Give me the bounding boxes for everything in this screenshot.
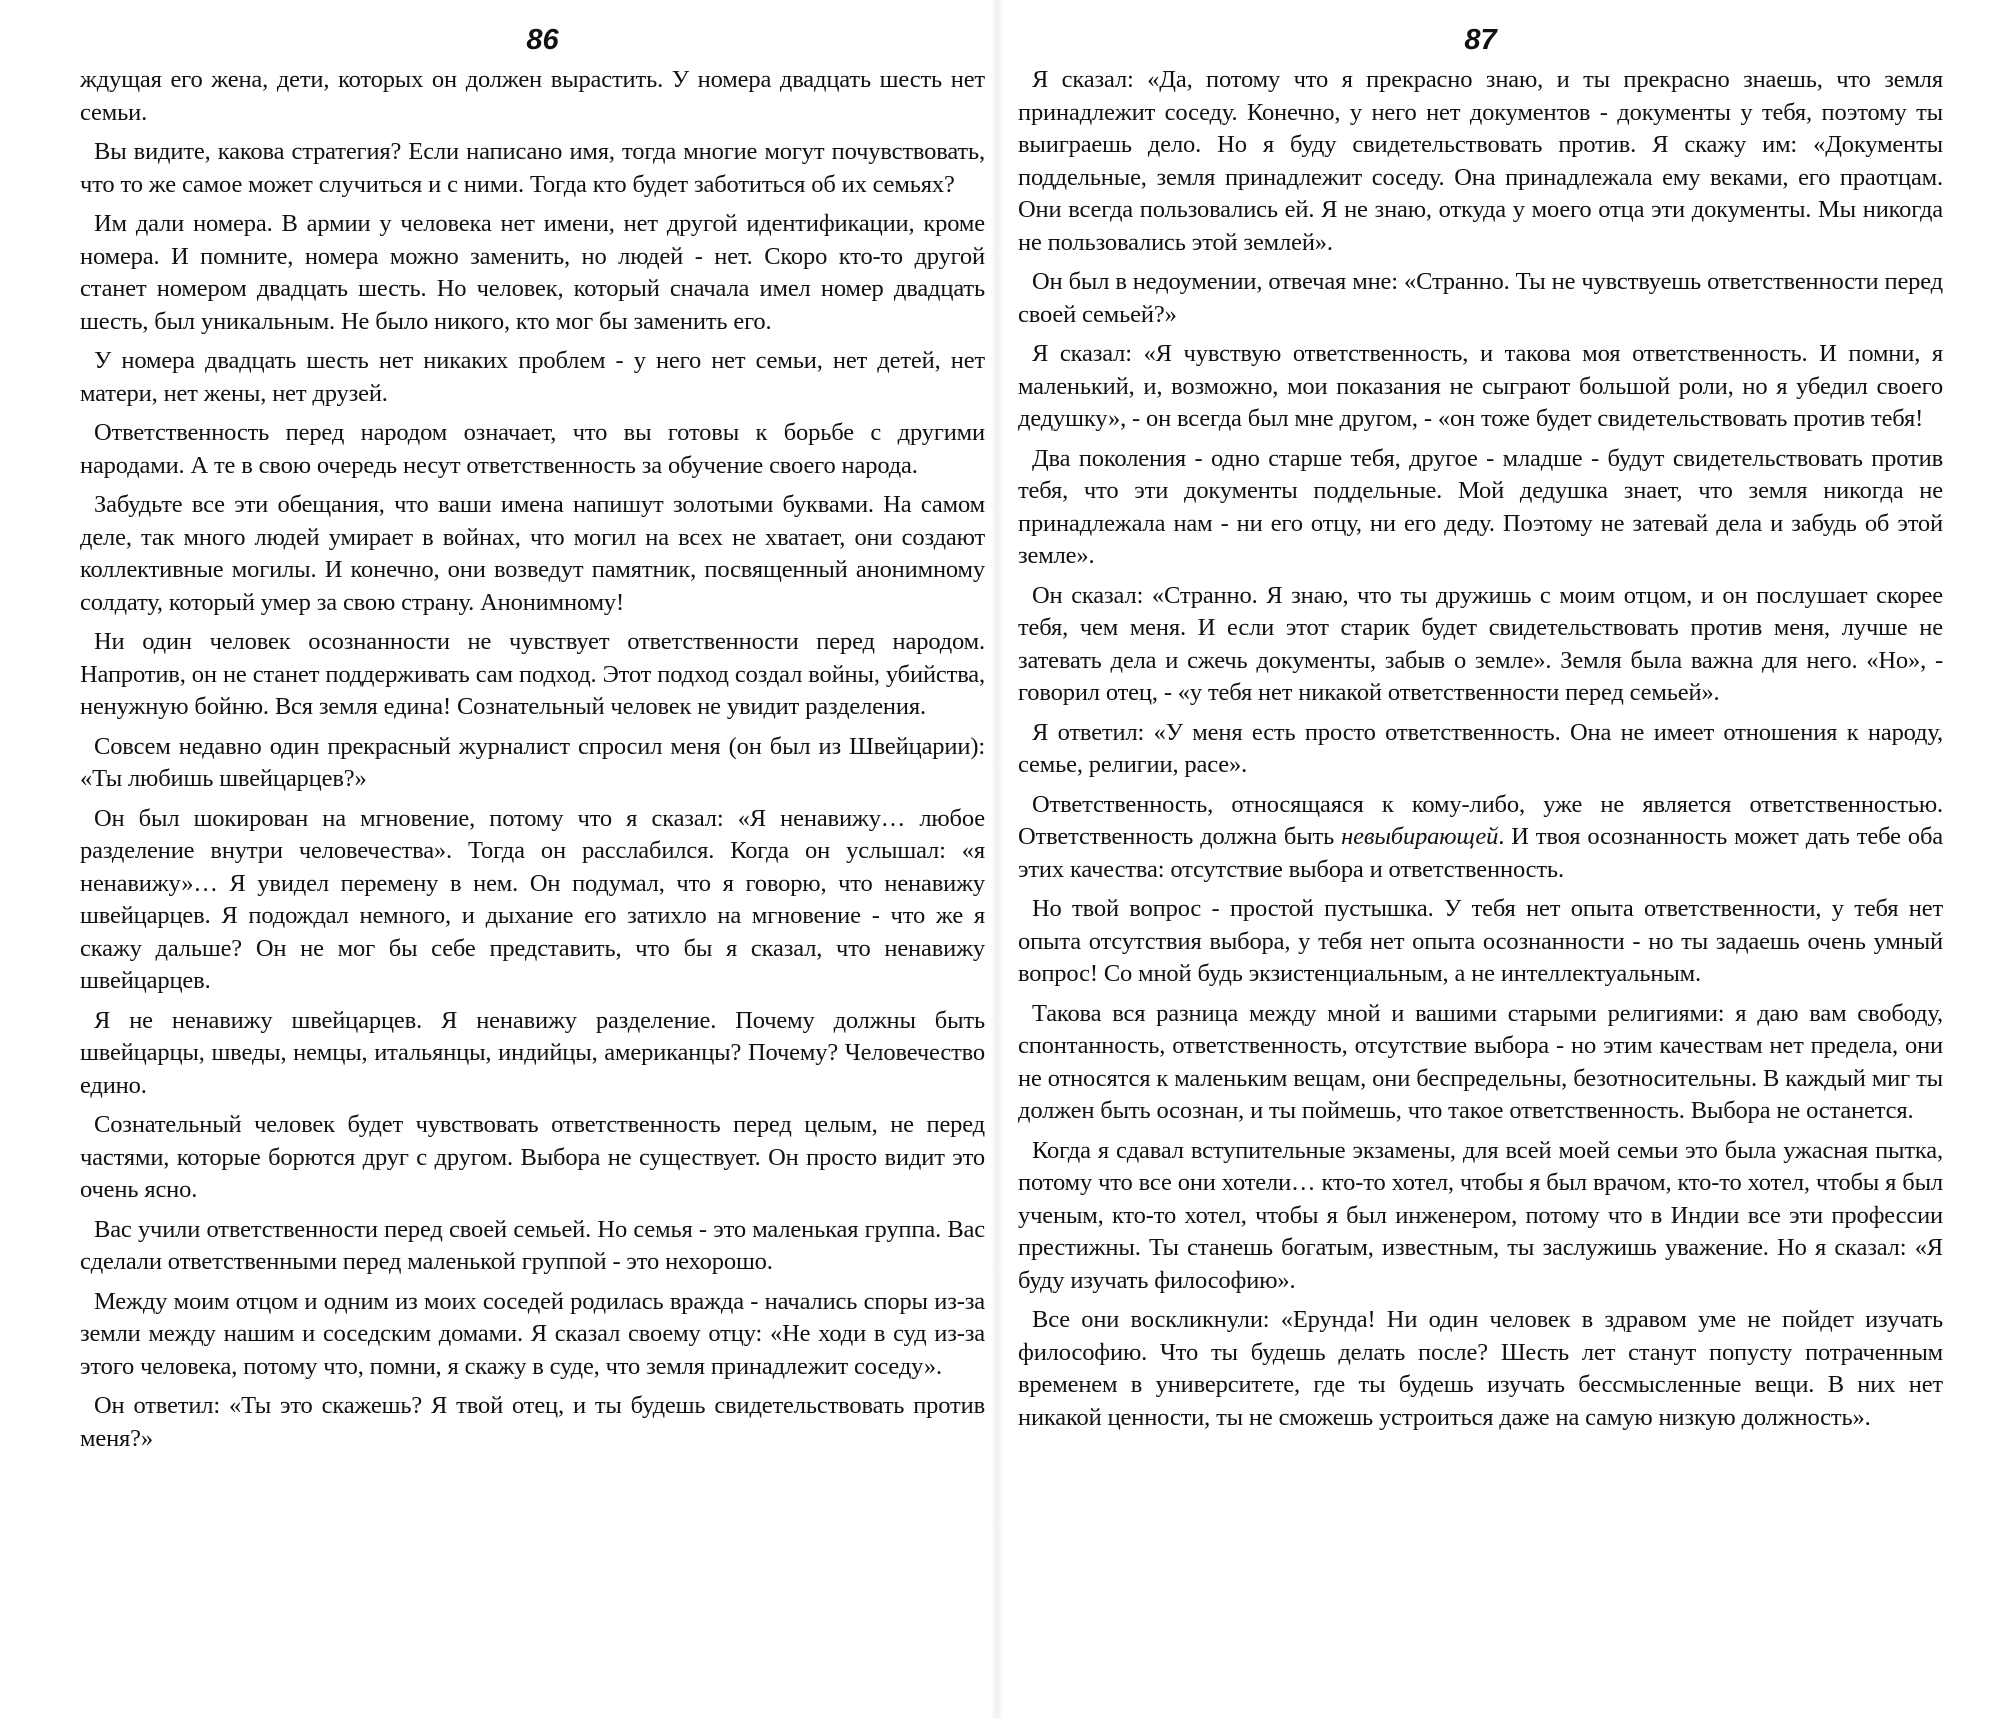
paragraph (1018, 789, 1943, 887)
paragraph: Все они воскликнули: «Ерунда! Ни один человек в здравом уме не пойдет изучать философию. Что ты будешь делать после? Шесть лет станут попусту потраченным временем в университете, где ты будешь изучать бессмысленные вещи. В них нет никакой ценности, ты не сможешь устроиться даже на самую низкую должность». (1018, 1306, 1943, 1431)
paragraph: ждущая его жена, дети, которых он должен вырастить. У номера двадцать шесть нет семьи. (80, 66, 985, 126)
paragraph: Он был в недоумении, отвечая мне: «Странно. Ты не чувствуешь ответственности перед своей семьей?» (1018, 268, 1943, 328)
paragraph: Вы видите, какова стратегия? Если написано имя, тогда многие могут почувствовать, что то же самое может случиться и с ними. Тогда кто будет заботиться об их семьях? (80, 138, 985, 198)
right-page (1018, 0, 1943, 1441)
paragraph: Ответственность перед народом означает, что вы готовы к борьбе с другими народами. А те в свою очередь несут ответственность за обучение своего народа. (80, 419, 985, 479)
paragraph: Он ответил: «Ты это скажешь? Я твой отец, и ты будешь свидетельствовать против меня?» (80, 1392, 985, 1452)
paragraph: Им дали номера. В армии у человека нет имени, нет другой идентификации, кроме номера. И помните, номера можно заменить, но людей - нет. Скоро кто-то другой станет номером двадцать шесть. Но человек, который сначала имел номер двадцать шесть, был уникальным. Не было никого, кто мог бы заменить его. (80, 210, 985, 335)
paragraph: Совсем недавно один прекрасный журналист спросил меня (он был из Швейцарии): «Ты любишь швейцарцев?» (80, 732, 985, 792)
page-number-left: 86 (526, 24, 559, 56)
paragraph: Два поколения - одно старше тебя, другое - младше - будут свидетельствовать против тебя, что эти документы поддельные. Мой дедушка знает, что земля никогда не принадлежала нам - ни его отцу, ни его деду. Поэтому не затевай дела и забудь об этой земле». (1018, 444, 1943, 569)
paragraph: Он сказал: «Странно. Я знаю, что ты дружишь с моим отцом, и он послушает скорее тебя, чем меня. И если этот старик будет свидетельствовать против меня, лучше не затевать дела и сжечь документы, забыв о земле». Земля была важна для него. «Но», - говорил отец, - «у тебя нет никакой ответственности перед семьей». (1018, 581, 1943, 706)
paragraph: Ни один человек осознанности не чувствует ответственности перед народом. Напротив, он не станет поддерживать сам подход. Этот подход создал войны, убийства, ненужную бойню. Вся земля едина! Сознательный человек не увидит разделения. (80, 628, 985, 720)
paragraph: Сознательный человек будет чувствовать ответственность перед целым, не перед частями, которые борются друг с другом. Выбора не существует. Он просто видит это очень ясно. (80, 1111, 985, 1203)
paragraph: У номера двадцать шесть нет никаких проблем - у него нет семьи, нет детей, нет матери, нет жены, нет друзей. (80, 347, 985, 407)
paragraph: Между моим отцом и одним из моих соседей родилась вражда - начались споры из-за земли между нашим и соседским домами. Я сказал своему отцу: «Не ходи в суд из-за этого человека, потому что, помни, я скажу в суде, что земля принадлежит соседу». (80, 1287, 985, 1380)
paragraph-text: . И твоя осознанность может дать тебе оба этих качества: отсутствие выбора и ответственность. (1018, 823, 1943, 883)
page-number-right: 87 (1464, 24, 1497, 56)
paragraph: Я не ненавижу швейцарцев. Я ненавижу разделение. Почему должны быть швейцарцы, шведы, немцы, итальянцы, индийцы, американцы? Почему? Человечество едино. (80, 1006, 985, 1099)
book-gutter (990, 0, 1004, 1718)
paragraph: Когда я сдавал вступительные экзамены, для всей моей семьи это была ужасная пытка, потому что все они хотели… кто-то хотел, чтобы я был врачом, кто-то хотел, чтобы я был ученым, кто-то хотел, чтобы я был инженером, потому что в Индии все эти профессии престижны. Ты станешь богатым, известным, ты заслужишь уважение. Но я сказал: «Я буду изучать философию». (1018, 1136, 1943, 1294)
left-page (80, 0, 985, 1462)
paragraph-text: Ответственность, относящаяся к кому-либо, уже не является ответственностью. Ответственность должна быть (1018, 790, 1943, 850)
right-page-text (1018, 64, 1943, 1434)
paragraph: Я сказал: «Я чувствую ответственность, и такова моя ответственность. И помни, я маленький, и, возможно, мои показания не сыграют большой роли, но я убедил своего дедушку», - он всегда был мне другом, - «он тоже будет свидетельствовать против тебя! (1018, 340, 1943, 432)
paragraph: Вас учили ответственности перед своей семьей. Но семья - это маленькая группа. Вас сделали ответственными перед маленькой группой - это нехорошо. (80, 1215, 985, 1275)
paragraph: Он был шокирован на мгновение, потому что я сказал: «Я ненавижу… любое разделение внутри человечества». Тогда он расслабился. Когда он услышал: «я ненавижу»… Я увидел перемену в нем. Он подумал, что я говорю, что ненавижу швейцарцев. Я подождал немного, и дыхание его затихло на мгновение - что же я скажу дальше? Он не мог бы себе представить, что бы я сказал, что ненавижу швейцарцев. (80, 804, 985, 994)
paragraph: Я ответил: «У меня есть просто ответственность. Она не имеет отношения к народу, семье, религии, расе». (1018, 718, 1943, 778)
paragraph: Забудьте все эти обещания, что ваши имена напишут золотыми буквами. На самом деле, так много людей умирает в войнах, что могил на всех не хватает, они создают коллективные могилы. И конечно, они возведут памятник, посвященный анонимному солдату, который умер за свою страну. Анонимному! (80, 491, 985, 616)
paragraph: Но твой вопрос - простой пустышка. У тебя нет опыта ответственности, у тебя нет опыта отсутствия выбора, у тебя нет опыта осознанности - но ты задаешь очень умный вопрос! Со мной будь экзистенциальным, а не интеллектуальным. (1018, 895, 1943, 987)
paragraph: Я сказал: «Да, потому что я прекрасно знаю, и ты прекрасно знаешь, что земля принадлежит соседу. Конечно, у него нет документов - документы у тебя, поэтому ты выиграешь дело. Но я буду свидетельствовать против. Я скажу им: «Документы поддельные, земля принадлежит соседу. Она принадлежала ему веками, его праотцам. Они всегда пользовались ей. Я не знаю, откуда у моего отца эти документы. Мы никогда не пользовались этой землей». (1018, 66, 1943, 256)
emphasized-word: невыбирающей (1341, 823, 1499, 850)
left-page-text (80, 64, 985, 1455)
paragraph: Такова вся разница между мной и вашими старыми религиями: я даю вам свободу, спонтанность, ответственность, отсутствие выбора - но этим качествам нет предела, они не относятся к маленьким вещам, они беспредельны, безотносительны. В каждый миг ты должен быть осознан, и ты поймешь, что такое ответственность. Выбора не останется. (1018, 999, 1943, 1124)
